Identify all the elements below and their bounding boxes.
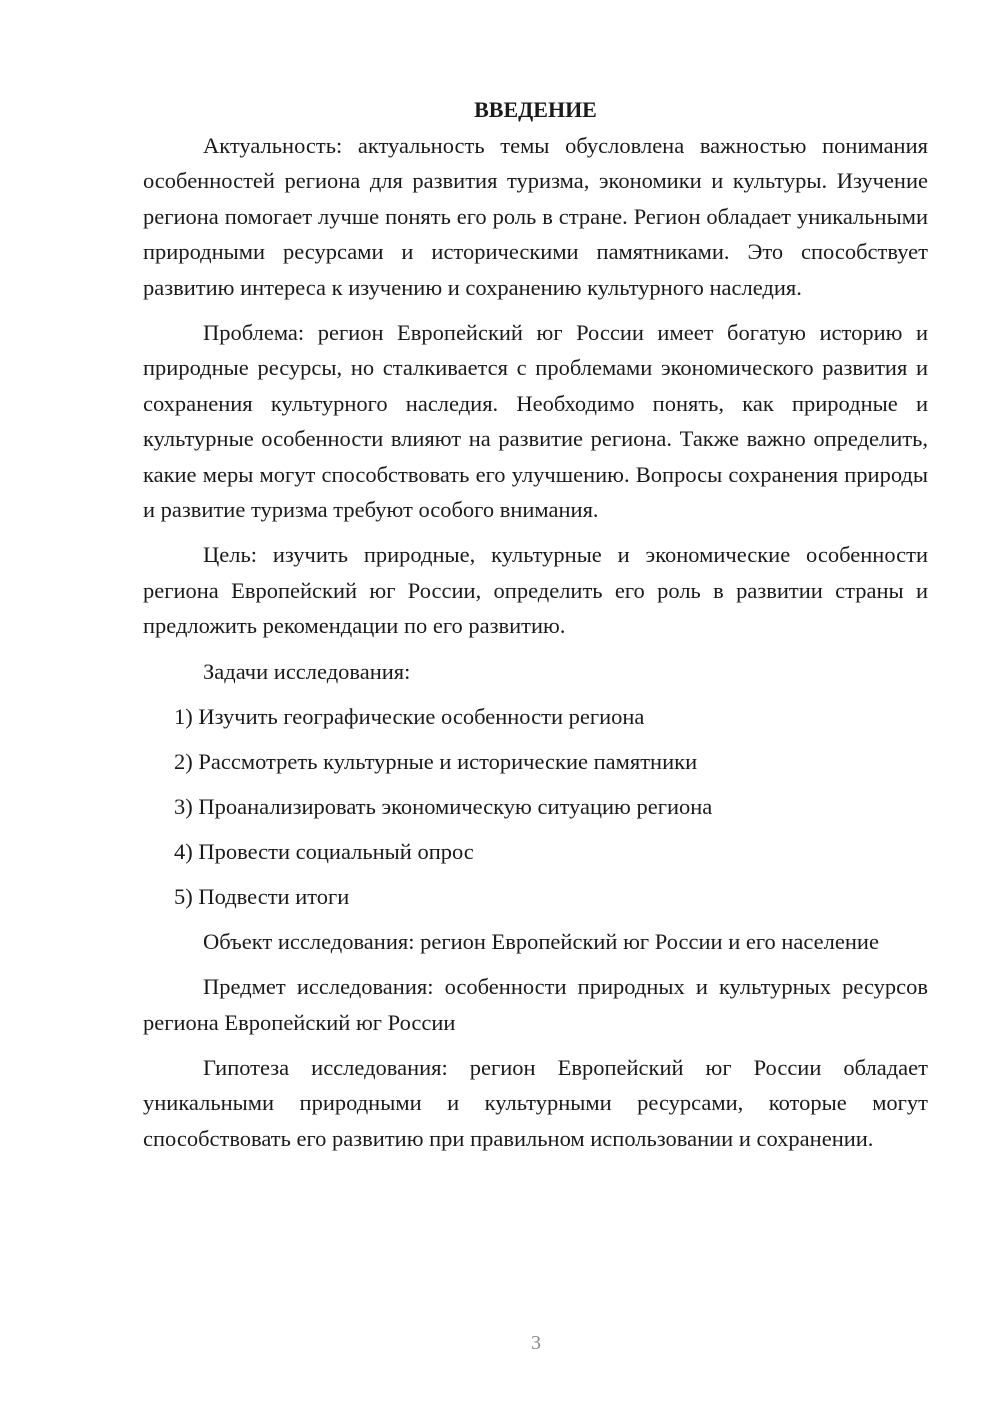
list-item: 3) Проанализировать экономическую ситуацию региона	[174, 793, 713, 819]
list-item: 5) Подвести итоги	[174, 883, 350, 909]
subject-paragraph: Предмет исследования: особенности природных и культурных ресурсов региона Европейский юг России	[143, 974, 928, 1035]
hypothesis-paragraph: Гипотеза исследования: регион Европейский юг России обладает уникальными природными и культурными ресурсами, которые могут способствовать его развитию при правильном использовании и сохранении.	[143, 1054, 928, 1151]
object-paragraph: Объект исследования: регион Европейский юг России и его население	[203, 928, 879, 954]
relevance-paragraph: Актуальность: актуальность темы обусловлена важностью понимания особенностей региона для развития туризма, экономики и культуры. Изучение региона помогает лучше понять его роль в стране. Регион обладает уникальными природными ресурсами и историческими памятниками. Это способствует развитию интереса к изучению и сохранению культурного наследия.	[143, 133, 928, 300]
list-item: 4) Провести социальный опрос	[174, 838, 474, 864]
page-number: 3	[531, 1332, 541, 1354]
tasks-heading: Задачи исследования:	[203, 658, 411, 684]
list-item: 2) Рассмотреть культурные и исторические памятники	[174, 748, 698, 774]
problem-paragraph: Проблема: регион Европейский юг России имеет богатую историю и природные ресурсы, но сталкивается с проблемами экономического развития и сохранения культурного наследия. Необходимо понять, как природные и культурные особенности влияют на развитие региона. Также важно определить, какие меры могут способствовать его улучшению. Вопросы сохранения природы и развитие туризма требуют особого внимания.	[143, 320, 928, 523]
document-page	[143, 92, 928, 1166]
page-title: ВВЕДЕНИЕ	[474, 97, 597, 122]
tasks-list	[143, 699, 928, 914]
list-item: 1) Изучить географические особенности региона	[174, 703, 645, 729]
goal-paragraph: Цель: изучить природные, культурные и экономические особенности региона Европейский юг России, определить его роль в развитии страны и предложить рекомендации по его развитию.	[143, 542, 928, 639]
